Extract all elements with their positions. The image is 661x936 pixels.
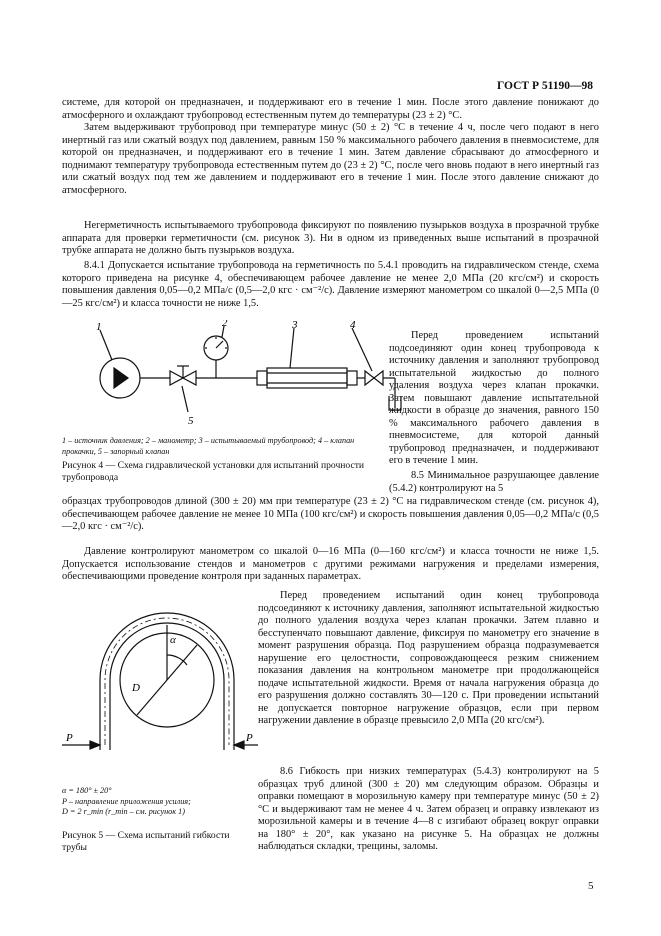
paragraph-9: 8.6 Гибкость при низких температурах (5.4.3) контролируют на 5 образцах труб длиной (300 ± 20) мм следующим образом. Образцы и оправки помещают в морозильную камеру при температуре минус (50 ± 2) °С и выдерживают там не менее 4 ч. Затем образец и оправку извлекают из морозильной камеры и в течение 4—8 с изгибают образец вокруг оправки на 180° ± 20°, как указано на рисунке 5. На образцах не должны наблюдаться складки, трещины, заломы. <box>258 766 599 852</box>
force-right-arrow-icon <box>234 741 244 749</box>
figure-4-title: Рисунок 4 — Схема гидравлической установки для испытаний прочности трубопровода <box>62 460 365 483</box>
fig4-label-2: 2 <box>222 320 228 329</box>
fig4-label-1: 1 <box>96 321 102 333</box>
figure-4-diagram <box>62 320 387 435</box>
paragraph-5: Перед проведением испытаний подсоединяют один конец трубопровода к источнику давления и заполняют трубопровод испытательной жидкостью до полного удаления воздуха через клапан прокачки. Затем повышают давление испытательной жидкости в образце до значения, равного 150 % максимального рабочего давления в пневмосистеме, для которой данный трубопровод предназначен, и поддерживают его в течение 1 мин. <box>389 330 599 466</box>
fig5-legend-d: D = 2 r_min (r_min – см. рисунок 1) <box>62 807 185 816</box>
tested-pipe <box>267 368 347 388</box>
force-left-arrow-icon <box>90 741 100 749</box>
fig5-legend-alpha: α = 180° ± 20° <box>62 786 112 795</box>
fig4-label-3: 3 <box>292 320 298 331</box>
shutoff-valve-icon <box>170 371 183 385</box>
paragraph-1: системе, для которой он предназначен, и поддерживают его в течение 1 мин. После этого давление понижают до атмосферного и охлаждают трубопровод естественным путем до температуры (23 ± 2) °С. <box>62 97 599 121</box>
fig5-alpha-label: α <box>170 634 176 646</box>
fig5-d-label: D <box>132 682 140 694</box>
source-arrow-icon <box>114 368 128 388</box>
fig5-p-left-label: P <box>66 732 73 744</box>
figure-4-caption: 1 – источник давления; 2 – манометр; 3 – испытываемый трубопровод; 4 – клапан прокачки, 5 – запорный клапан <box>62 436 355 456</box>
paragraph-6a: 8.5 Минимальное разрушающее давление (5.4.2) контролируют на 5 <box>389 470 599 494</box>
figure-5-title: Рисунок 5 — Схема испытаний гибкости трубы <box>62 830 230 853</box>
bleed-valve-icon <box>365 371 374 385</box>
page-header: ГОСТ Р 51190—98 <box>497 80 593 92</box>
paragraph-7: Давление контролируют манометром со шкалой 0—16 МПа (0—160 кгс/см²) и класса точности не ниже 1,5. Допускается использование стендов и манометров с другими режимами нагружения и пределами измерения, обеспечивающими проведение контроля при заданных параметрах. <box>62 546 599 582</box>
fig5-legend-p: P – направление приложения усилия; <box>62 796 191 806</box>
figure-5-diagram <box>62 595 258 780</box>
page-number: 5 <box>588 880 594 892</box>
figure-5-legend <box>62 786 254 818</box>
paragraph-3: Негерметичность испытываемого трубопровода фиксируют по появлению пузырьков воздуха в прозрачной трубке аппарата для проверки герметичности (см. рисунок 3). Ни в одном из приведенных выше испытаний в прозрачной трубке аппарата не должно быть пузырьков воздуха. <box>62 220 599 256</box>
fig5-p-right-label: P <box>246 732 253 744</box>
paragraph-8: Перед проведением испытаний один конец трубопровода подсоединяют к источнику давления, заполняют испытательной жидкостью до полного удаления воздуха через клапан прокачки. Затем плавно и бесступенчато повышают давление, фиксируя по манометру его значение в момент разрушения образца. Под разрушением образца подразумевается нарушение его целостности, сопровождающееся резким снижением показания давления на контрольном манометре при продолжающейся подаче испытательной жидкости. Время от начала нагружения образца до его разрушения должно составлять 30—120 с. При проведении испытаний не допускается повторное нагружение образцов, если при первом нагружении давление в образце превысило 2,0 МПа (20 кгс/см²). <box>258 590 599 726</box>
paragraph-2: Затем выдерживают трубопровод при температуре минус (50 ± 2) °С в течение 4 ч, после чего подают в него инертный газ или сжатый воздух под давлением, равным 150 % максимального рабочего давления в пневмосистеме, для которой он предназначен, и поддерживают его в течение 1 мин. Затем давление сбрасывают до атмосферного и поднимают температуру трубопровода естественным путем до (23 ± 2) °С, после чего вновь подают в него инертный газ или сжатый воздух под тем же давлением и поддерживают его в течение 1 мин. После этого давление снижают до атмосферного. <box>62 122 599 196</box>
fig4-label-5: 5 <box>188 415 194 427</box>
fig4-label-4: 4 <box>350 320 356 331</box>
paragraph-4: 8.4.1 Допускается испытание трубопровода на герметичность по 5.4.1 проводить на гидравлическом стенде, схема которого приведена на рисунке 4, обеспечивающем рабочее давление не менее 2,0 МПа (20 кгс/см²) и скорость повышения давления 0,05—0,2 МПа/с (0,5—2,0 кгс · см⁻²/с). Давление измеряют манометром со шкалой 0—2,5 МПа (0—25 кгс/см²) и класса точности не ниже 1,5. <box>62 260 599 309</box>
paragraph-6b: образцах трубопроводов длиной (300 ± 20) мм при температуре (23 ± 2) °С на гидравлическом стенде (см. рисунок 4), обеспечивающем рабочее давление не менее 10 МПа (100 кгс/см²) и скорость повышения давления 0,05—0,2 МПа/с (0,5—2,0 кгс · см⁻²/с). <box>62 496 599 532</box>
